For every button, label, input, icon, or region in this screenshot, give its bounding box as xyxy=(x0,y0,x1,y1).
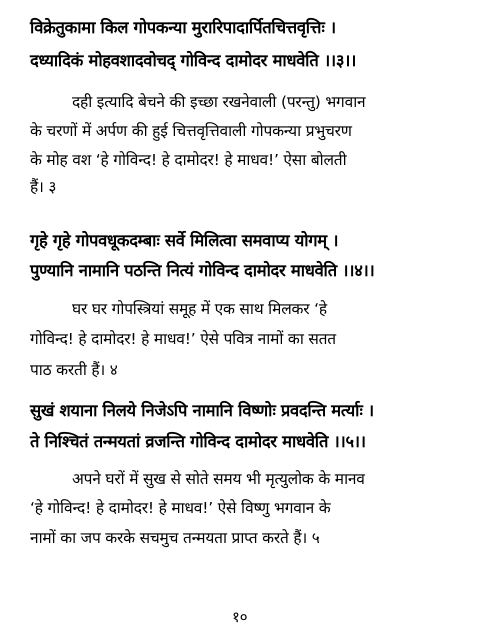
verse-5-line-2: ते निश्चितं तन्मयतां व्रजन्ति गोविन्द दामोदर माधवेति ।।५।। xyxy=(30,432,366,451)
translation-3-line-1: दही इत्यादि बेचने की इच्छा रखनेवाली (परन्तु) भगवान xyxy=(72,93,366,111)
verse-4-line-2: पुण्यानि नामानि पठन्ति नित्यं गोविन्द दामोदर माधवेति ।।४।। xyxy=(30,261,375,280)
translation-3-line-4: हैं। ३ xyxy=(30,178,57,196)
translation-4-line-1: घर घर गोपस्त्रियां समूह में एक साथ मिलकर ‘हे xyxy=(72,300,327,318)
translation-3-line-3: के मोह वश ‘हे गोविन्द! हे दामोदर! हे माधव!’ ऐसा बोलती xyxy=(30,151,347,169)
translation-5-line-3: नामों का जप करके सचमुच तन्मयता प्राप्त करते हैं। ५ xyxy=(30,529,320,547)
verse-3-line-1: विक्रेतुकामा किल गोपकन्या मुरारिपादार्पितचित्तवृत्तिः । xyxy=(30,18,336,37)
translation-3-line-2: के चरणों में अर्पण की हुई चित्तवृत्तिवाली गोपकन्या प्रभुचरण xyxy=(30,122,352,140)
translation-5-line-2: ‘हे गोविन्द! हे दामोदर! हे माधव!’ ऐसे विष्णु भगवान के xyxy=(30,499,331,517)
translation-4-line-2: गोविन्द! हे दामोदर! हे माधव!’ ऐसे पवित्र नामों का सतत xyxy=(30,330,336,348)
verse-3-line-2: दध्यादिकं मोहवशादवोचद् गोविन्द दामोदर माधवेति ।।३।। xyxy=(30,51,357,70)
page-number: १० xyxy=(232,608,248,626)
verse-4-line-1: गृहे गृहे गोपवधूकदम्बाः सर्वे मिलित्वा समवाप्य योगम् । xyxy=(30,231,339,250)
translation-5-line-1: अपने घरों में सुख से सोते समय भी मृत्युलोक के मानव xyxy=(72,470,365,488)
translation-4-line-3: पाठ करती हैं। ४ xyxy=(30,361,118,379)
verse-5-line-1: सुखं शयाना निलये निजेऽपि नामानि विष्णोः प्रवदन्ति मर्त्याः । xyxy=(30,401,374,420)
